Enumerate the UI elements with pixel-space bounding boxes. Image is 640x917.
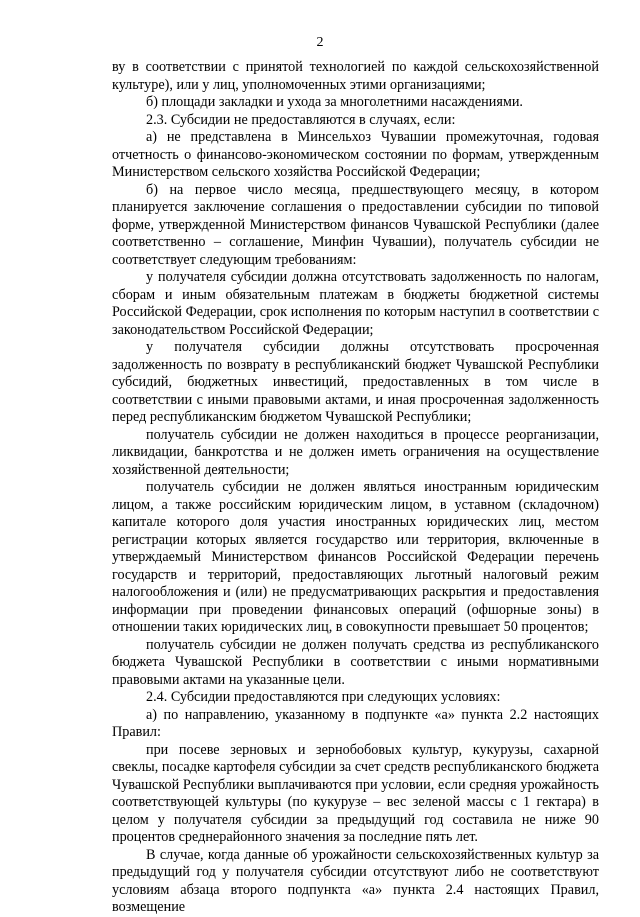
document-body bbox=[112, 59, 599, 917]
paragraph-yield-missing: В случае, когда данные об урожайности сельскохозяйственных культур за предыдущий год у получателя субсидии отсутствуют либо не соответствуют условиям абзаца второго подпункта «а» пункта 2.4 настоящих Правил, возмещение bbox=[112, 846, 599, 915]
paragraph-2-2-b: б) площади закладки и ухода за многолетними насаждениями. bbox=[146, 94, 523, 110]
requirement-other-funds: получатель субсидии не должен получать средства из республиканского бюджета Чувашской Республики в соответствии с иными нормативными правовыми актами на указанные цели. bbox=[112, 636, 599, 688]
paragraph-2-3-heading: 2.3. Субсидии не предоставляются в случаях, если: bbox=[146, 111, 456, 128]
requirement-foreign-entity: получатель субсидии не должен являться иностранным юридическим лицом, а также российским юридическим лицом, в уставном (складочном) капитале которого доля участия иностранных юридических лиц, местом регистрации которых является государство или территория, включенные в утверждаемый Министерством финансов Российской Федерации перечень государств и территорий, предоставляющих льготный налоговый режим налогообложения и (или) не предусматривающих раскрытия и предоставления информации при проведении финансовых операций (офшорные зоны) в отношении таких юридических лиц, в совокупности превышает 50 процентов; bbox=[112, 479, 599, 635]
paragraph-2-3-a: а) не представлена в Минсельхоз Чувашии промежуточная, годовая отчетность о финансово-экономическом состоянии по формам, утвержденным Министерством сельского хозяйства Российской Федерации; bbox=[112, 129, 599, 180]
requirement-taxes: у получателя субсидии должна отсутствовать задолженность по налогам, сборам и иным обязательным платежам в бюджеты бюджетной системы Российской Федерации, срок исполнения по которым наступил в соответствии с законодательством Российской Федерации; bbox=[112, 269, 599, 338]
requirement-overdue-debt: у получателя субсидии должны отсутствовать просроченная задолженность по возврату в республиканский бюджет Чувашской Республики субсидий, бюджетных инвестиций, предоставленных в том числе в соответствии с иными правовыми актами, и иная просроченная задолженность перед республиканским бюджетом Чувашской Республики; bbox=[112, 339, 599, 425]
paragraph-continuation: ву в соответствии с принятой технологией по каждой сельскохозяйственной культуре), или у лиц, уполномоченных этими организациями; bbox=[112, 59, 599, 93]
paragraph-2-4-a: а) по направлению, указанному в подпункте «а» пункта 2.2 настоящих Правил: bbox=[112, 706, 599, 740]
requirement-reorganization: получатель субсидии не должен находиться в процессе реорганизации, ликвидации, банкротства и не должен иметь ограничения на осуществление хозяйственной деятельности; bbox=[112, 426, 599, 478]
paragraph-2-4-heading: 2.4. Субсидии предоставляются при следующих условиях: bbox=[146, 689, 501, 705]
page-number: 2 bbox=[316, 35, 324, 50]
condition-yield: при посеве зерновых и зернобобовых культур, кукурузы, сахарной свеклы, посадке картофеля субсидии за счет средств республиканского бюджета Чувашской Республики выплачиваются при условии, если средняя урожайность соответствующей культуры (по кукурузе – вес зеленой массы с 1 гектара) в целом у получателя субсидии за предыдущий год составила не ниже 90 процентов среднерайонного значения за последние пять лет. bbox=[112, 741, 599, 845]
paragraph-2-3-b: б) на первое число месяца, предшествующего месяцу, в котором планируется заключение соглашения о предоставлении субсидии по типовой форме, утвержденной Министерством финансов Чувашской Республики (далее соответственно – соглашение, Минфин Чувашии), получатель субсидии не соответствует следующим требованиям: bbox=[112, 181, 599, 268]
